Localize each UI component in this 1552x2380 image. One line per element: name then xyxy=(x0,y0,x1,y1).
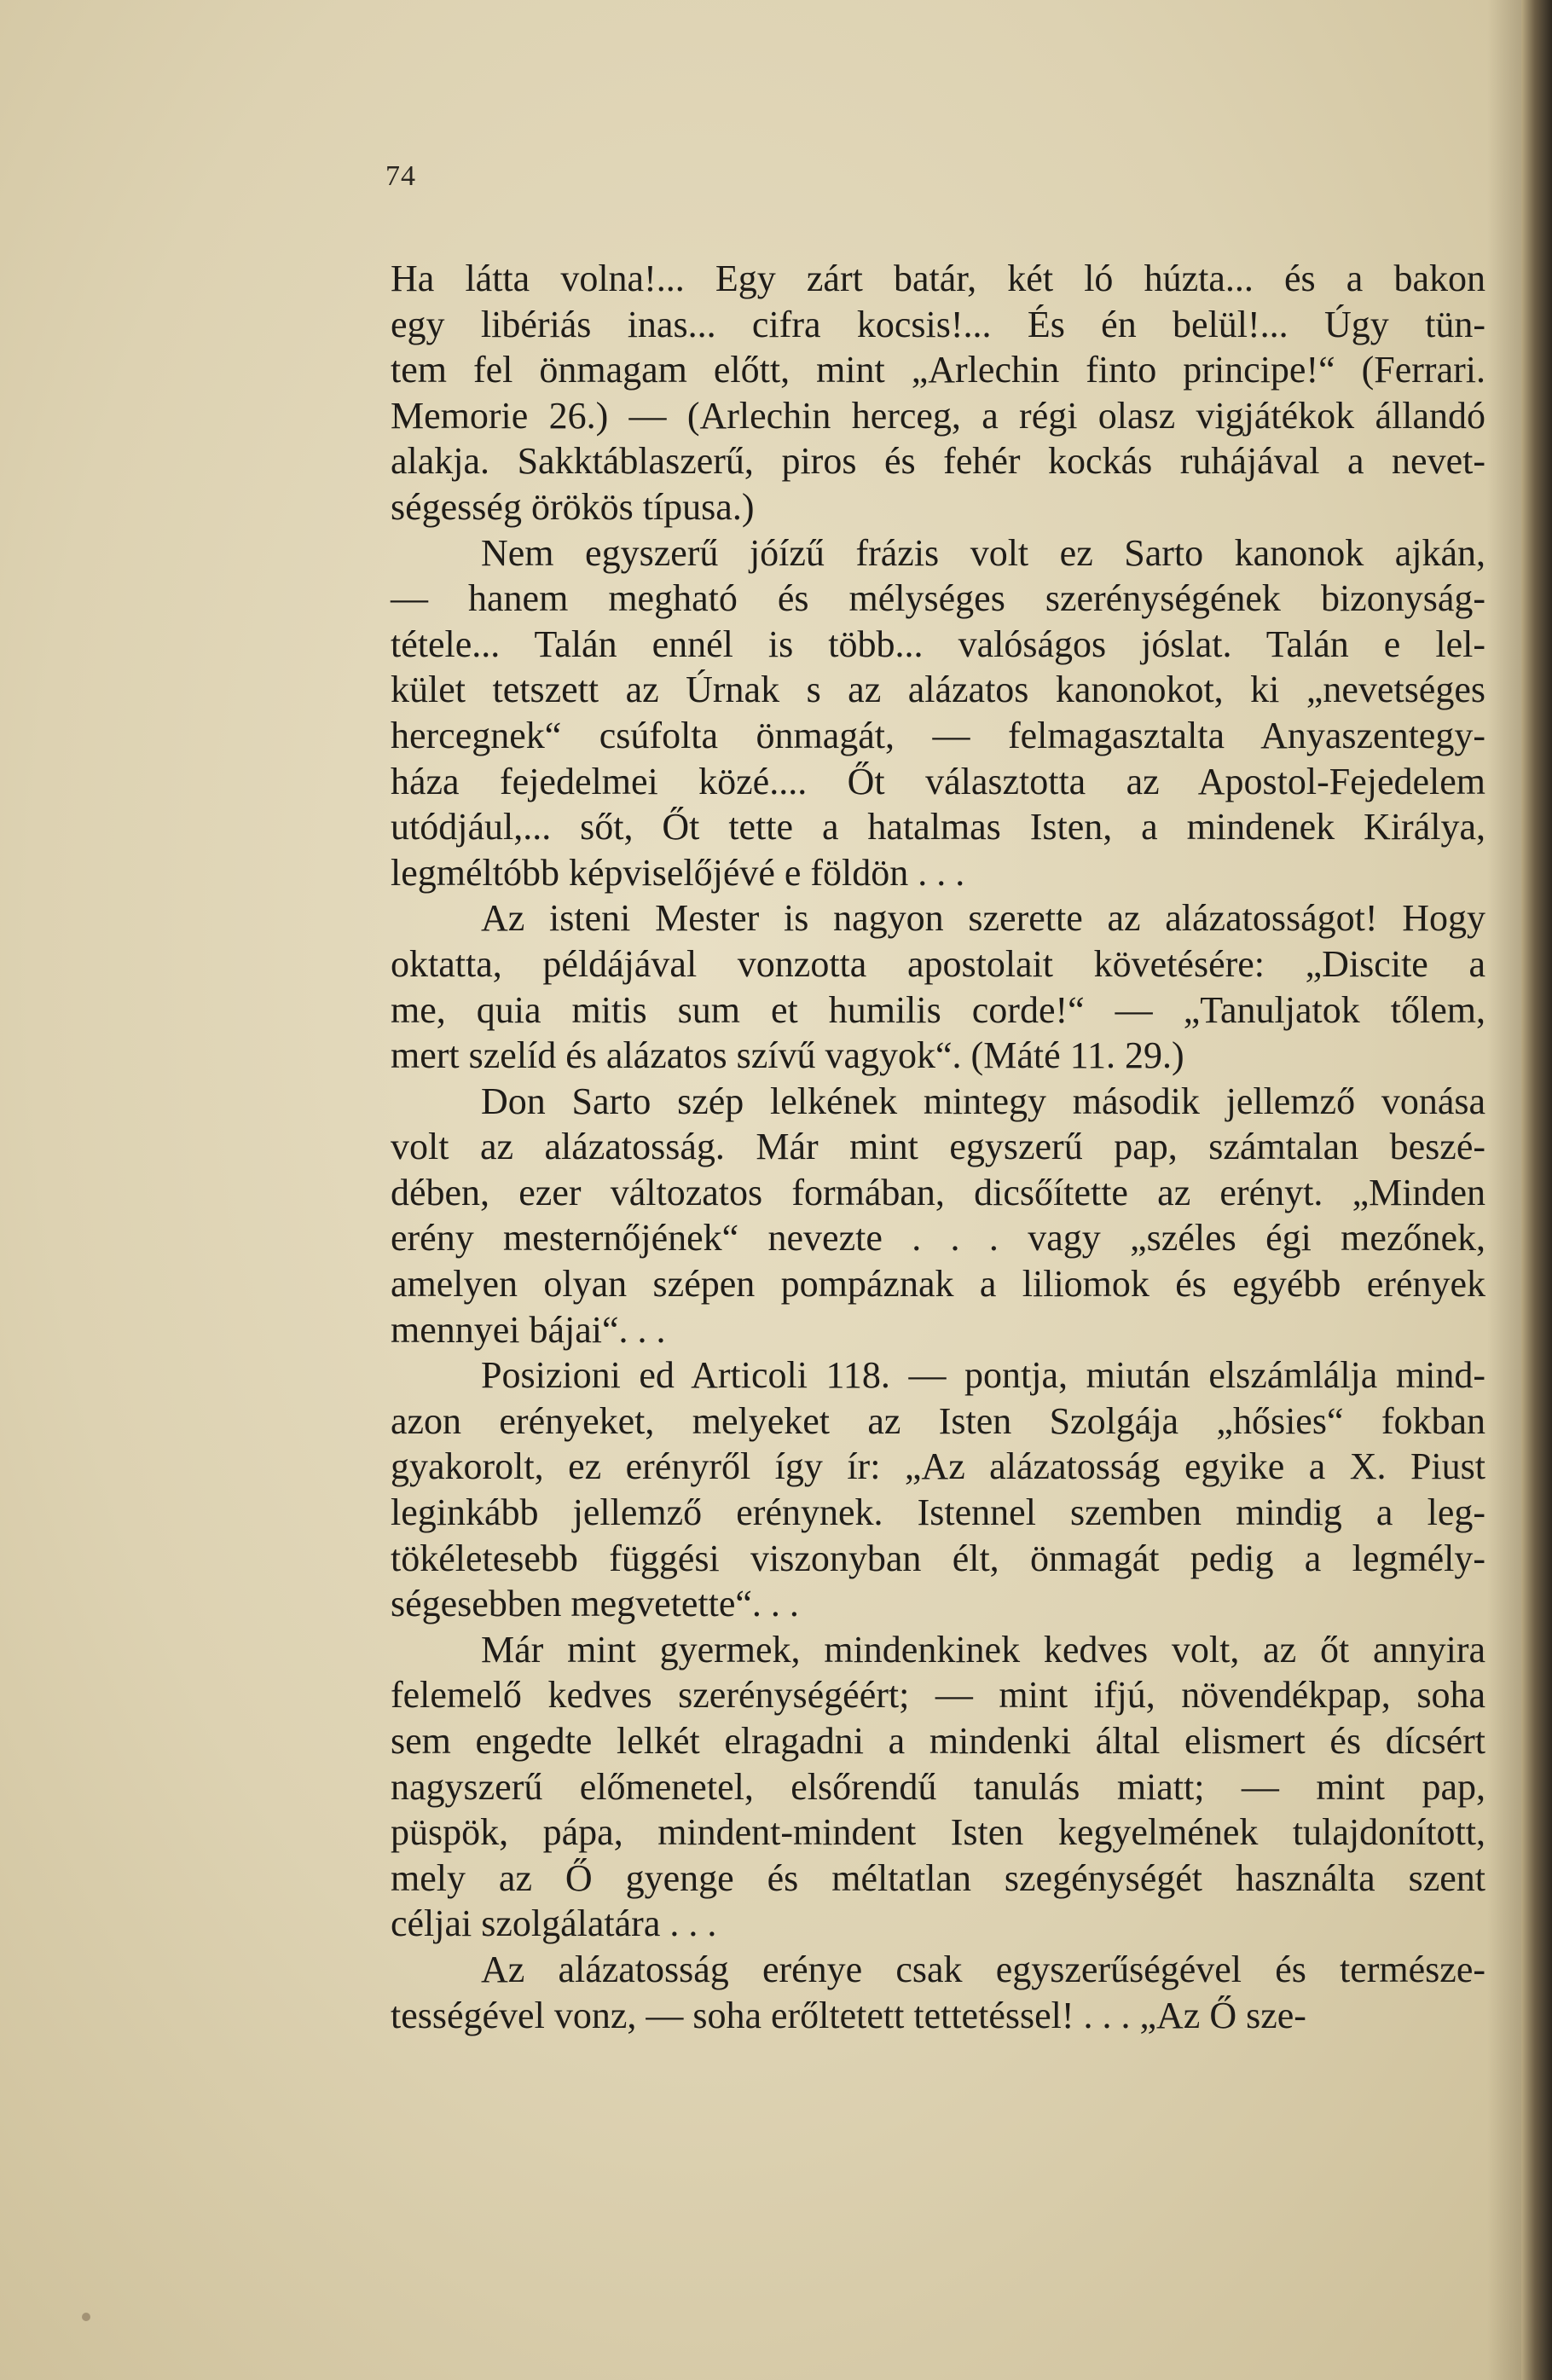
text-line: Posizioni ed Articoli 118. — pontja, miután elszámlálja mind- xyxy=(481,1354,1485,1397)
text-line: Az isteni Mester is nagyon szerette az alázatosságot! Hogy xyxy=(481,897,1485,940)
text-line: alakja. Sakktáblaszerű, piros és fehér kockás ruhájával a nevet- xyxy=(391,440,1485,483)
text-line: püspök, pápa, mindent-mindent Isten kegyelmének tulajdonított, xyxy=(391,1811,1485,1854)
text-line: egy libériás inas... cifra kocsis!... És én belül!... Úgy tün- xyxy=(391,303,1485,345)
text-line: Don Sarto szép lelkének mintegy második jellemző vonása xyxy=(481,1080,1485,1122)
text-line: ségesebben megvetette“. . . xyxy=(391,1583,799,1625)
text-line: azon erényeket, melyeket az Isten Szolgája „hősies“ fokban xyxy=(391,1399,1485,1442)
text-line: tökéletesebb függési viszonyban élt, önmagát pedig a legmély- xyxy=(391,1537,1485,1579)
page-edge-shadow xyxy=(1487,0,1521,2380)
text-line: gyakorolt, ez erényről így ír: „Az alázatosság egyike a X. Piust xyxy=(391,1445,1485,1488)
paragraph xyxy=(391,1947,1485,2038)
text-line: volt az alázatosság. Már mint egyszerű pap, számtalan beszé- xyxy=(391,1126,1485,1168)
text-line: leginkább jellemző erénynek. Istennel szemben mindig a leg- xyxy=(391,1491,1485,1534)
text-line: céljai szolgálatára . . . xyxy=(391,1902,717,1945)
body-text xyxy=(391,256,1485,2038)
text-line: oktatta, példájával vonzotta apostolait követésére: „Discite a xyxy=(391,942,1485,985)
text-line: me, quia mitis sum et humilis corde!“ — „Tanuljatok tőlem, xyxy=(391,988,1485,1031)
text-line: — hanem megható és mélységes szerénységének bizonyság- xyxy=(391,577,1485,620)
text-line: felemelő kedves szerénységéért; — mint ifjú, növendékpap, soha xyxy=(391,1674,1485,1717)
text-line: mert szelíd és alázatos szívű vagyok“. (Máté 11. 29.) xyxy=(391,1034,1184,1077)
text-line: hercegnek“ csúfolta önmagát, — felmagasztalta Anyaszentegy- xyxy=(391,714,1485,756)
paragraph xyxy=(391,1627,1485,1947)
text-line: tem fel önmagam előtt, mint „Arlechin finto principe!“ (Ferrari. xyxy=(391,349,1485,391)
paragraph xyxy=(391,1352,1485,1627)
text-line: Memorie 26.) — (Arlechin herceg, a régi olasz vigjátékok állandó xyxy=(391,394,1485,437)
paragraph xyxy=(391,256,1485,530)
text-line: mely az Ő gyenge és méltatlan szegénységét használta szent xyxy=(391,1856,1485,1899)
text-line: legméltóbb képviselőjévé e földön . . . xyxy=(391,851,965,894)
text-line: utódjául,... sőt, Őt tette a hatalmas Isten, a mindenek Királya, xyxy=(391,806,1485,848)
paragraph xyxy=(391,895,1485,1078)
page-binding-edge xyxy=(1521,0,1552,2380)
paragraph xyxy=(391,1079,1485,1353)
text-line: Ha látta volna!... Egy zárt batár, két ló húzta... és a bakon xyxy=(391,258,1485,299)
text-line: kület tetszett az Úrnak s az alázatos kanonokot, ki „nevetséges xyxy=(391,669,1485,711)
text-line: nagyszerű előmenetel, elsőrendű tanulás miatt; — mint pap, xyxy=(391,1765,1485,1808)
text-line: tétele... Talán ennél is több... valóságos jóslat. Talán e lel- xyxy=(391,623,1485,665)
text-line: erény mesternőjének“ nevezte . . . vagy „széles égi mezőnek, xyxy=(391,1217,1485,1259)
text-line: háza fejedelmei közé.... Őt választotta az Apostol-Fejedelem xyxy=(391,760,1485,802)
text-line: Nem egyszerű jóízű frázis volt ez Sarto kanonok ajkán, xyxy=(481,531,1485,574)
paragraph xyxy=(391,530,1485,896)
text-line: amelyen olyan szépen pompáznak a liliomok és egyébb erények xyxy=(391,1263,1485,1306)
text-line: sem engedte lelkét elragadni a mindenki által elismert és dícsért xyxy=(391,1720,1485,1762)
text-line: ségesség örökös típusa.) xyxy=(391,485,755,528)
paper-speck xyxy=(82,2313,90,2321)
text-line: Már mint gyermek, mindenkinek kedves volt, az őt annyira xyxy=(481,1628,1485,1671)
text-line: mennyei bájai“. . . xyxy=(391,1308,666,1351)
page-number: 74 xyxy=(385,160,416,192)
text-line: Az alázatosság erénye csak egyszerűségével és természe- xyxy=(481,1948,1485,1990)
text-line: dében, ezer változatos formában, dicsőítette az erényt. „Minden xyxy=(391,1171,1485,1213)
text-line: tességével vonz, — soha erőltetett tettetéssel! . . . „Az Ő sze- xyxy=(391,1994,1306,2036)
